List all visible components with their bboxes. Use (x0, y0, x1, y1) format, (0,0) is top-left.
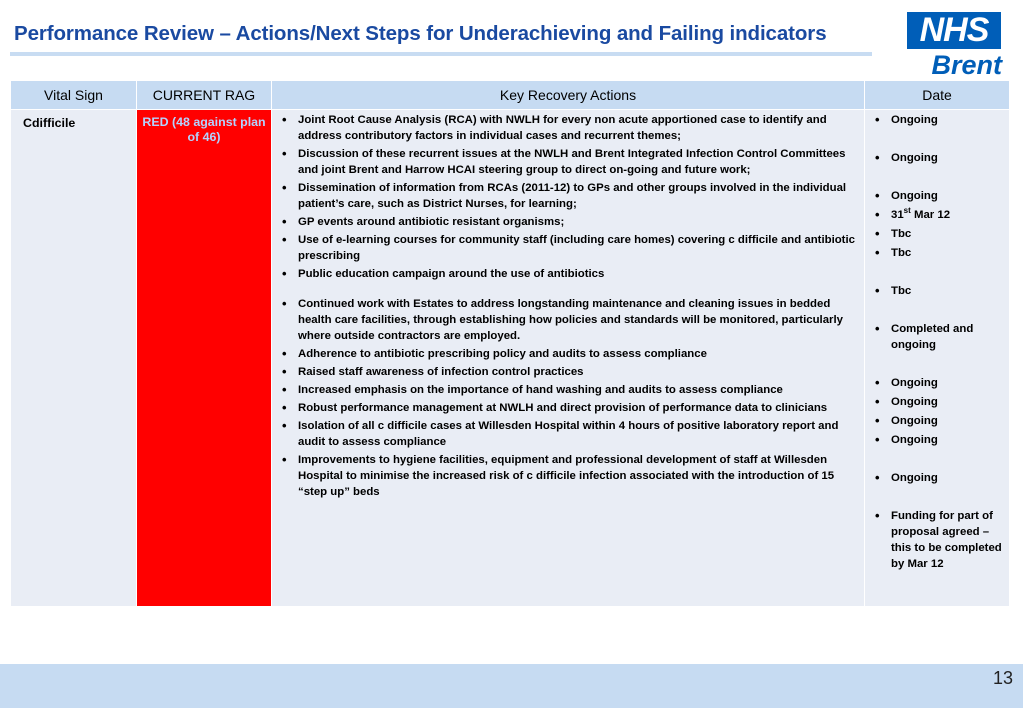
column-header-date: Date (865, 81, 1010, 110)
date-list-item: • Ongoing (875, 432, 1003, 448)
page-number: 13 (992, 668, 1013, 688)
date-list-item: • Ongoing (875, 150, 1003, 166)
nhs-logo-subtext: Brent (931, 50, 1002, 80)
date-list-item: • Funding for part of proposal agreed – this to be completed by Mar 12 (875, 508, 1003, 572)
date-list-item: • Tbc (875, 245, 1003, 261)
date-list-item: • Tbc (875, 226, 1003, 242)
list-item: • Raised staff awareness of infection control practices (282, 364, 856, 380)
list-item: • Adherence to antibiotic prescribing policy and audits to assess compliance (282, 346, 856, 362)
nhs-logo: NHS (907, 12, 1001, 49)
table-row (11, 110, 1010, 607)
rag-status-cell: RED (48 against plan of 46) (137, 110, 272, 607)
list-item: • Robust performance management at NWLH and direct provision of performance data to clinicians (282, 400, 856, 416)
page-title: Performance Review – Actions/Next Steps for Underachieving and Failing indicators (14, 22, 827, 45)
dates-list (865, 110, 1009, 572)
date-list-item: • Ongoing (875, 470, 1003, 486)
list-item: • Increased emphasis on the importance of hand washing and audits to assess compliance (282, 382, 856, 398)
date-list-item: • Ongoing (875, 112, 1003, 128)
list-item: • Use of e-learning courses for community staff (including care homes) covering c difficile and antibiotic prescribing (282, 232, 856, 264)
list-item: • Public education campaign around the use of antibiotics (282, 266, 856, 282)
title-underline (10, 52, 872, 56)
column-header-current-rag: CURRENT RAG (137, 81, 272, 110)
footer-bar (0, 664, 1023, 708)
date-list-item: • Ongoing (875, 413, 1003, 429)
list-item: • Isolation of all c difficile cases at Willesden Hospital within 4 hours of positive laboratory report and audit to assess compliance (282, 418, 856, 450)
date-list-item: • Ongoing (875, 188, 1003, 204)
date-day: 31 (891, 209, 904, 221)
date-list-item: • Ongoing (875, 394, 1003, 410)
date-ordinal-suffix: st (903, 206, 911, 216)
date-month: Mar 12 (910, 209, 951, 221)
list-item: • Discussion of these recurrent issues at the NWLH and Brent Integrated Infection Control Committees and joint Brent and Harrow HCAI steering group to direct on-going and future work; (282, 146, 856, 178)
list-item: • Improvements to hygiene facilities, equipment and professional development of staff at Willesden Hospital to minimise the increased risk of c difficile infection associated with the introduction of 15 “step up” beds (282, 452, 856, 500)
date-list-item: • Tbc (875, 283, 1003, 299)
actions-list (272, 110, 864, 500)
list-item: • Dissemination of information from RCAs (2011-12) to GPs and other groups involved in the individual patient’s care, such as District Nurses, for learning; (282, 180, 856, 212)
list-item: • Continued work with Estates to address longstanding maintenance and cleaning issues in bedded health care facilities, through establishing how policies and standards will be monitored, particularly where outside contractors are employed. (282, 296, 856, 344)
column-header-vital-sign: Vital Sign (11, 81, 137, 110)
table-header-row (11, 81, 1010, 110)
recovery-actions-table (10, 80, 1010, 607)
date-list-item (875, 207, 1003, 223)
dates-cell (865, 110, 1010, 607)
actions-cell (272, 110, 865, 607)
date-list-item: • Ongoing (875, 375, 1003, 391)
vital-sign-cell: Cdifficile (11, 110, 137, 607)
list-item: • Joint Root Cause Analysis (RCA) with NWLH for every non acute apportioned case to identify and address contributory factors in individual cases and recurrent themes; (282, 112, 856, 144)
date-list-item: • Completed and ongoing (875, 321, 1003, 353)
column-header-key-recovery-actions: Key Recovery Actions (272, 81, 865, 110)
list-item: • GP events around antibiotic resistant organisms; (282, 214, 856, 230)
